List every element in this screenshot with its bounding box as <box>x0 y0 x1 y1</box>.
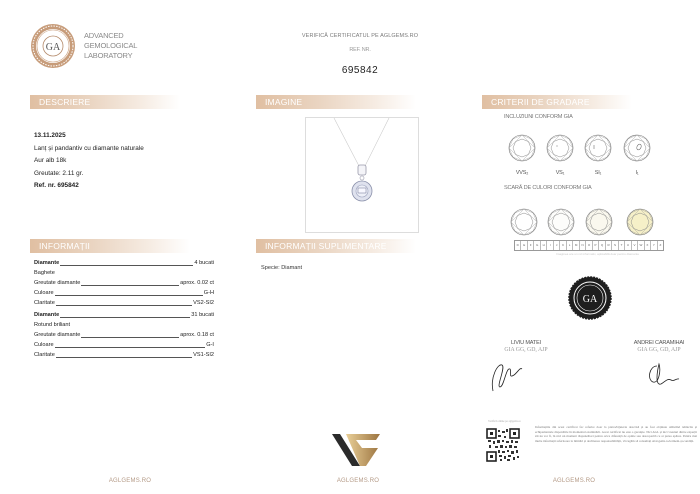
specie: Specie: Diamant <box>261 265 303 271</box>
leader-line <box>55 347 206 348</box>
info-label: Diamante <box>34 260 60 266</box>
qr-code[interactable] <box>486 428 520 462</box>
info-value: VS1-SI2 <box>193 352 214 358</box>
section-header-imagine: IMAGINE <box>256 95 416 109</box>
ref-line: Ref. nr. 695842 <box>34 182 79 189</box>
color-scale-label: SCARĂ DE CULORI CONFORM GIA <box>504 185 592 191</box>
leader-line <box>56 357 192 358</box>
color-grade: Q <box>599 241 605 250</box>
color-grade: W <box>638 241 644 250</box>
info-label: Rotund briliant <box>34 322 71 328</box>
clarity-diamond-icon <box>508 134 536 162</box>
color-grade: M <box>573 241 579 250</box>
color-grade: V <box>632 241 638 250</box>
section-header-informatii: INFORMAȚII <box>30 239 190 253</box>
info-label: Diamante <box>34 312 60 318</box>
clarity-grade-label: SI₁ <box>594 170 602 176</box>
color-grade: L <box>567 241 573 250</box>
leader-line <box>81 337 179 338</box>
color-grade: D <box>515 241 521 250</box>
footer-site-right[interactable]: AGLGEMS.RO <box>552 478 596 484</box>
color-grade: T <box>619 241 625 250</box>
color-grade: Y <box>651 241 657 250</box>
info-value: 4 bucati <box>194 260 214 266</box>
signer-1-name: LIVIU MATEI <box>510 340 542 346</box>
verify-text: VERIFICĂ CERTIFICATUL PE AGLGEMS.RO <box>301 33 419 39</box>
color-diamond-icon <box>585 208 613 236</box>
info-label: Claritate <box>34 352 55 358</box>
info-label: Claritate <box>34 300 55 306</box>
leader-line <box>56 305 192 306</box>
brand-name: ADVANCED GEMOLOGICAL LABORATORY <box>84 31 138 60</box>
color-grade: I <box>547 241 553 250</box>
product-image <box>305 117 419 233</box>
info-row <box>34 340 214 350</box>
section-header-suplimentare: INFORMAȚII SUPLIMENTARE <box>256 239 416 253</box>
info-row <box>34 310 214 320</box>
description-block <box>34 130 144 193</box>
color-grade: G <box>534 241 540 250</box>
info-value: aprox. 0.02 ct <box>180 280 214 286</box>
clarity-grade-label: VS₁ <box>555 170 565 176</box>
footer-site-center[interactable]: AGLGEMS.RO <box>336 478 380 484</box>
agl-seal-logo <box>30 23 76 69</box>
leader-line <box>81 285 179 286</box>
color-grade: E <box>521 241 527 250</box>
product-name: Lanț și pandantiv cu diamante naturale <box>34 144 144 152</box>
color-grade: K <box>560 241 566 250</box>
info-row <box>34 278 214 288</box>
svg-text:GA: GA <box>582 294 598 305</box>
info-value: VS2-SI2 <box>193 300 214 306</box>
info-row <box>34 268 214 278</box>
inclusions-label: INCLUZIUNI CONFORM GIA <box>504 114 573 120</box>
color-grade: S <box>612 241 618 250</box>
color-grade: F <box>528 241 534 250</box>
clarity-diamond-icon <box>546 134 574 162</box>
weight: Greutate: 2.11 gr. <box>34 169 84 177</box>
info-label: Baghete <box>34 270 55 276</box>
pendant-icon <box>306 118 418 232</box>
agl-black-seal <box>568 276 612 320</box>
info-row <box>34 320 214 330</box>
color-grade: P <box>593 241 599 250</box>
metal: Aur alb 18k <box>34 157 67 164</box>
info-label: Culoare <box>34 290 54 296</box>
leader-line <box>60 317 190 318</box>
color-diamond-icon <box>510 208 538 236</box>
info-row <box>34 258 214 268</box>
section-header-criterii: CRITERII DE GRADARE <box>482 95 632 109</box>
color-diamond-icon <box>626 208 654 236</box>
color-grade: O <box>586 241 592 250</box>
info-value: aprox. 0.18 ct <box>180 332 214 338</box>
signature-1 <box>488 357 528 398</box>
section-header-descriere: DESCRIERE <box>30 95 180 109</box>
color-grade: X <box>645 241 651 250</box>
clarity-diamond-icon <box>584 134 612 162</box>
leader-line <box>55 295 203 296</box>
signer-2-name: ANDREI CARAMIHAI <box>633 340 685 346</box>
signature-2 <box>643 360 683 397</box>
qr-note: Verifică online pe aglgems.ro <box>488 420 521 423</box>
aglgems-logo <box>332 432 382 468</box>
ref-label: REF. NR. <box>349 47 371 53</box>
footer-site-left[interactable]: AGLGEMS.RO <box>108 478 152 484</box>
info-label: Greutate diamante <box>34 280 81 286</box>
info-label: Greutate diamante <box>34 332 81 338</box>
info-row <box>34 298 214 308</box>
info-value: 31 bucati <box>191 312 214 318</box>
scale-note: Imaginea are un rol informativ, aplicabilă doar pentru diamante <box>556 252 639 256</box>
info-row <box>34 350 214 360</box>
color-scale <box>514 240 664 251</box>
color-diamond-icon <box>547 208 575 236</box>
info-value: G-H <box>203 290 214 296</box>
info-value: G-I <box>206 342 214 348</box>
clarity-grade-label: VVS₂ <box>515 170 529 176</box>
color-grade: Z <box>659 243 662 247</box>
clarity-diamond-icon <box>623 134 651 162</box>
color-grade: R <box>606 241 612 250</box>
signer-2-credentials: GIA GG, GD, AJP <box>637 347 681 353</box>
info-row <box>34 288 214 298</box>
info-row <box>34 330 214 340</box>
color-grade: J <box>554 241 560 250</box>
color-grade: U <box>625 241 631 250</box>
certificate-date: 13.11.2025 <box>34 132 66 139</box>
signer-1-credentials: GIA GG, GD, AJP <box>504 347 548 353</box>
disclaimer: Informațiile din acest certificat fac referire doar la piatra/bijuteria descrisă și au fost obținute utilizând tehnicile și echipamentele disponibile în momentul examinării. Acest certificat nu este o garanție. Nici AGL și nici vreunul dintre experții săi nu vor fi, în nici un moment răspunzători pentru orice diferență de opinie sau descoperită ce ar putea apărea. Pentru mai multe informații referitoare la limitări și declinarea responsabilității, vă rugăm să consultați AGLgems.ro/termeni-și-condiții. <box>535 425 697 443</box>
info-label: Culoare <box>34 342 54 348</box>
svg-text:GA: GA <box>45 42 61 53</box>
color-grade: H <box>541 241 547 250</box>
clarity-grade-label: I₁ <box>635 170 639 176</box>
color-grade: N <box>580 241 586 250</box>
ref-number: 695842 <box>341 65 379 76</box>
leader-line <box>60 265 193 266</box>
